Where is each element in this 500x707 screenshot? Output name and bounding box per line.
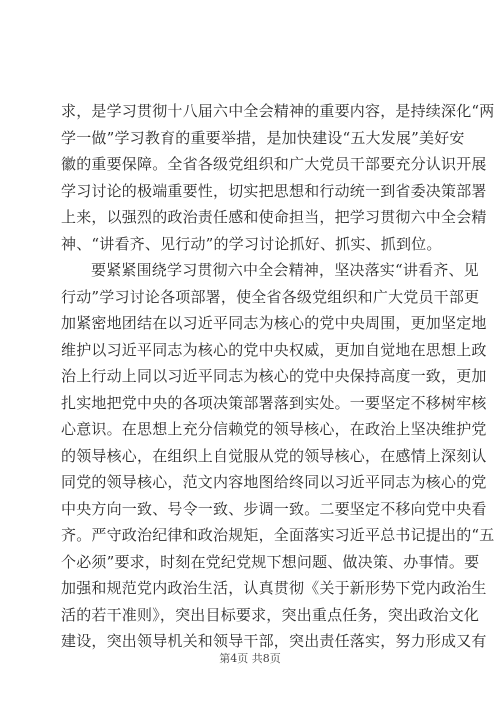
text-line: 学习讨论的极端重要性，切实把思想和行动统一到省委决策部署	[61, 181, 487, 200]
text-line: 心意识。在思想上充分信赖党的领导核心，在政治上坚决维护党	[61, 420, 487, 438]
page-footer: 第4页 共8页	[219, 652, 281, 665]
text-line: 维护以习近平同志为核心的党中央权威，更加自觉地在思想上政	[61, 340, 487, 359]
paragraph-start-line: 要紧紧围绕学习贯彻六中全会精神，坚决落实“讲看齐、见	[91, 261, 479, 279]
text-line: 徽的重要保障。全省各级党组织和广大党员干部要充分认识开展	[61, 155, 487, 173]
text-line: 齐。严守政治纪律和政治规矩，全面落实习近平总书记提出的“五	[61, 526, 495, 544]
text-line: 的领导核心，在组织上自觉服从党的领导核心，在感情上深刻认	[61, 446, 487, 465]
text-line: 个必须”要求，时刻在党纪党规下想问题、做决策、办事情。要	[61, 552, 480, 571]
text-line: 治上行动上同以习近平同志为核心的党中央保持高度一致，更加	[61, 367, 487, 385]
body-text	[61, 98, 495, 655]
text-line: 同党的领导核心，范文内容地图给终同以习近平同志为核心的党	[61, 473, 487, 491]
text-line: 活的若干准则》，突出目标要求，突出重点任务，突出政治文化	[61, 605, 480, 624]
text-line: 扎实地把党中央的各项决策部署落到实处。一要坚定不移树牢核	[61, 393, 487, 412]
text-line: 求，是学习贯彻十八届六中全会精神的重要内容，是持续深化“两	[61, 102, 495, 120]
text-line: 加紧密地团结在以习近平同志为核心的党中央周围，更加坚定地	[61, 314, 487, 332]
text-line: 建设，突出领导机关和领导干部，突出责任落实，努力形成又有	[61, 632, 487, 650]
text-line: 上来，以强烈的政治责任感和使命担当，把学习贯彻六中全会精	[61, 208, 487, 226]
text-line: 中央方向一致、号令一致、步调一致。二要坚定不移向党中央看	[61, 499, 487, 518]
text-line: 神、“讲看齐、见行动”的学习讨论抓好、抓实、抓到位。	[61, 234, 442, 253]
text-line: 加强和规范党内政治生活，认真贯彻《关于新形势下党内政治生	[61, 579, 487, 597]
text-line: 行动”学习讨论各项部署，使全省各级党组织和广大党员干部更	[61, 287, 480, 306]
text-line: 学一做”学习教育的重要举措，是加快建设“五大发展”美好安	[61, 128, 465, 147]
